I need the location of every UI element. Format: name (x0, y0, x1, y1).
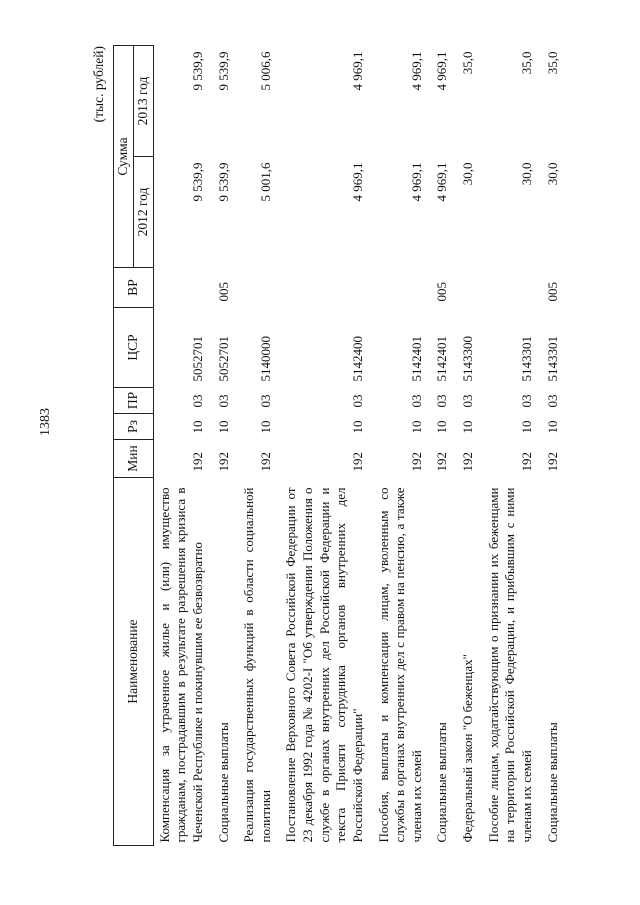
row-min: 192 (189, 452, 205, 472)
row-sum-2012: 30,0 (518, 162, 534, 186)
row-sum-2013: 35,0 (544, 51, 560, 75)
table-row (483, 45, 542, 845)
table-row (373, 45, 432, 845)
row-min: 192 (544, 452, 560, 472)
row-pr: 03 (408, 394, 424, 408)
row-rz: 10 (349, 420, 365, 434)
row-name: Пособия, выплаты и компенсации лицам, уволенным со службы в органах внутренних дел с правом на пенсию, а также членам их семей (375, 487, 424, 843)
row-name: Социальные выплаты (215, 722, 231, 843)
units-label: (тыс. рублей) (91, 46, 106, 123)
row-vr: 005 (434, 282, 450, 302)
row-csr: 5143300 (460, 336, 476, 382)
table-header (114, 45, 154, 845)
row-pr: 03 (434, 394, 450, 408)
row-sum-2012: 4 969,1 (349, 162, 365, 202)
row-sum-2012: 4 969,1 (408, 162, 424, 202)
row-sum-2013: 5 006,6 (257, 51, 273, 91)
row-csr: 5052701 (189, 336, 205, 382)
header-name: Наименование (114, 478, 154, 846)
row-rz: 10 (460, 420, 476, 434)
rotated-table-page (91, 46, 583, 846)
row-sum-2013: 4 969,1 (434, 51, 450, 91)
page-number: 1383 (38, 408, 53, 436)
row-sum-2012: 5 001,6 (257, 162, 273, 202)
row-min: 192 (215, 452, 231, 472)
header-rz: Рз (114, 414, 154, 440)
row-sum-2012: 9 539,9 (215, 162, 231, 202)
header-min: Мин (114, 440, 154, 478)
table-row (457, 45, 483, 845)
row-min: 192 (408, 452, 424, 472)
row-pr: 03 (518, 394, 534, 408)
row-rz: 10 (408, 420, 424, 434)
row-rz: 10 (257, 420, 273, 434)
table-row (238, 45, 280, 845)
row-csr: 5142401 (408, 336, 424, 382)
row-vr (238, 268, 280, 308)
row-vr: 005 (544, 282, 560, 302)
row-csr: 5052701 (215, 336, 231, 382)
table-row (431, 45, 457, 845)
row-sum-2013: 35,0 (518, 51, 534, 75)
row-sum-2013: 35,0 (460, 51, 476, 75)
row-vr (373, 268, 432, 308)
row-name: Постановление Верховного Совета Российской Федерации от 23 декабря 1992 года № 4202-I "Об утверждении Положения о службе в органах внутренних дел Российской Федерации и текста Присяги сотрудника органов внутренних дел Российской Федерации" (283, 487, 365, 843)
row-min: 192 (257, 452, 273, 472)
row-vr (483, 268, 542, 308)
row-csr: 5142400 (349, 336, 365, 382)
row-pr: 03 (460, 394, 476, 408)
header-sum: Сумма (114, 45, 134, 267)
row-sum-2013: 4 969,1 (408, 51, 424, 91)
row-sum-2013: 4 969,1 (349, 51, 365, 91)
row-csr: 5143301 (544, 336, 560, 382)
row-vr (457, 268, 483, 308)
row-rz: 10 (215, 420, 231, 434)
row-min: 192 (434, 452, 450, 472)
table-row (542, 45, 568, 845)
row-min: 192 (349, 452, 365, 472)
budget-table (113, 45, 567, 846)
row-name: Федеральный закон "О беженцах" (460, 654, 476, 843)
row-rz: 10 (434, 420, 450, 434)
row-csr: 5142401 (434, 336, 450, 382)
row-vr: 005 (215, 282, 231, 302)
row-pr: 03 (544, 394, 560, 408)
row-name: Компенсация за утраченное жилье и (или) имущество гражданам, пострадавшим в результате разрешения кризиса в Чеченской Республике и покинувшим ее безвозвратно (156, 487, 205, 843)
row-sum-2012: 9 539,9 (189, 162, 205, 202)
table-row (280, 45, 372, 845)
row-min: 192 (518, 452, 534, 472)
table-row (213, 45, 239, 845)
row-vr (280, 268, 372, 308)
row-pr: 03 (257, 394, 273, 408)
row-rz: 10 (518, 420, 534, 434)
row-pr: 03 (215, 394, 231, 408)
row-name: Социальные выплаты (544, 722, 560, 843)
header-pr: ПР (114, 388, 154, 414)
row-vr (153, 268, 212, 308)
row-sum-2012: 30,0 (544, 162, 560, 186)
row-csr: 5140000 (257, 336, 273, 382)
row-min: 192 (460, 452, 476, 472)
row-csr: 5143301 (518, 336, 534, 382)
row-rz: 10 (544, 420, 560, 434)
row-pr: 03 (189, 394, 205, 408)
row-name: Социальные выплаты (434, 722, 450, 843)
row-rz: 10 (189, 420, 205, 434)
header-year-2012: 2012 год (133, 157, 153, 268)
table-row (153, 45, 212, 845)
header-csr: ЦСР (114, 308, 154, 388)
row-sum-2013: 9 539,9 (215, 51, 231, 91)
row-pr: 03 (349, 394, 365, 408)
header-vr: ВР (114, 268, 154, 308)
row-name: Пособие лицам, ходатайствующим о признании их беженцами на территории Российской Федерации, и прибывшим с ними членам их семей (485, 487, 534, 843)
row-sum-2012: 30,0 (460, 162, 476, 186)
header-year-2013: 2013 год (133, 45, 153, 156)
table-body (153, 45, 567, 845)
row-sum-2012: 4 969,1 (434, 162, 450, 202)
row-name: Реализация государственных функций в области социальной политики (241, 487, 273, 843)
row-sum-2013: 9 539,9 (189, 51, 205, 91)
